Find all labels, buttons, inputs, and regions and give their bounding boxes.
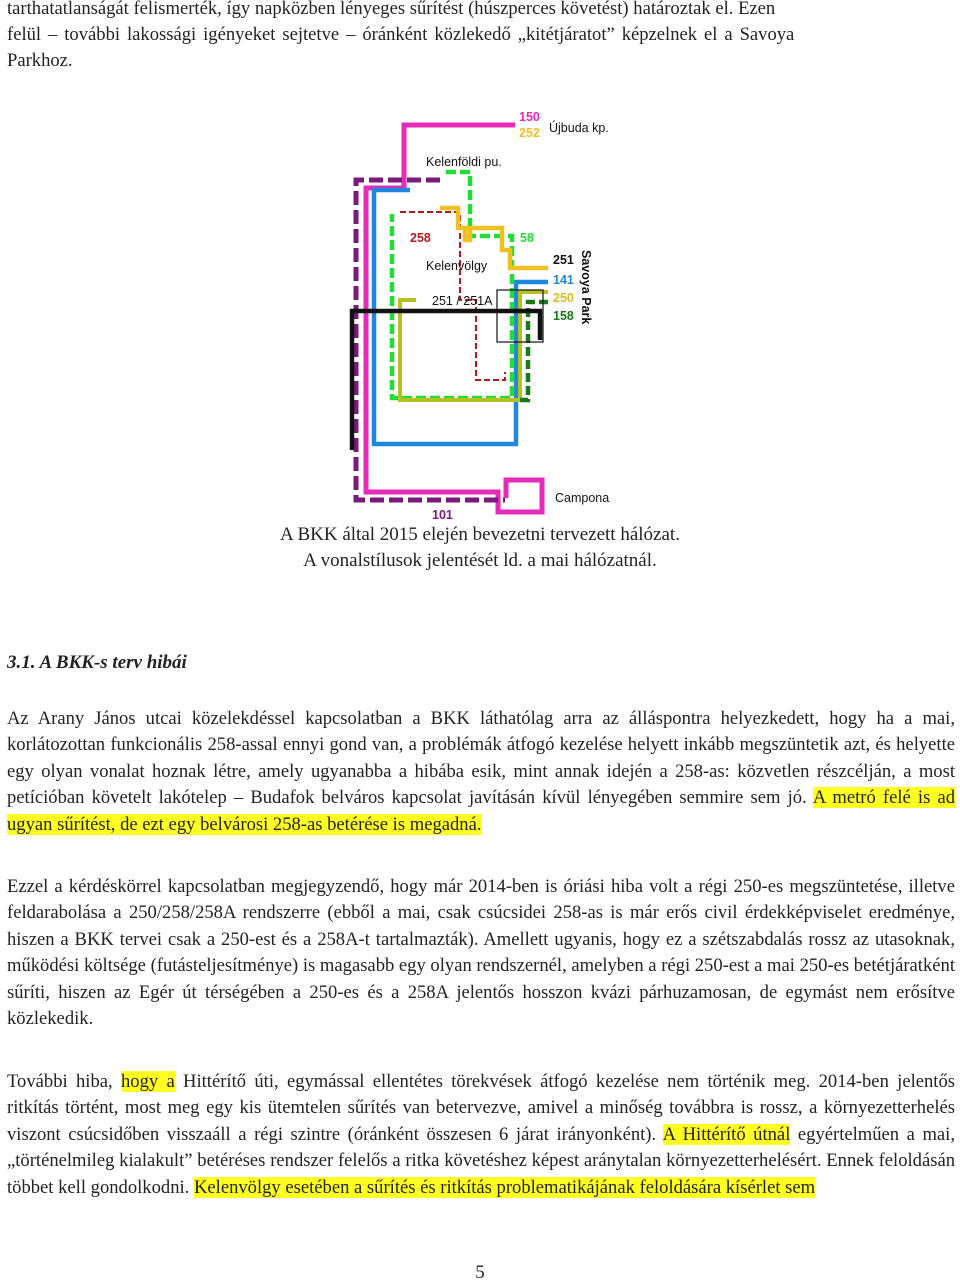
paragraph-3-highlight-2: A Hittérítő útnál xyxy=(662,1123,791,1145)
section-heading: 3.1. A BKK-s terv hibái xyxy=(7,652,187,673)
label-101: 101 xyxy=(432,508,453,522)
label-251: 251 xyxy=(553,253,574,267)
label-kelenvolgy: Kelenvölgy xyxy=(426,259,488,273)
label-141: 141 xyxy=(553,273,574,287)
paragraph-3-text-3: egyértelműen a mai, „történelmileg kialakult” betéréses rendszer felelős a ritka követéshez képest aránytalan környezetterhelésért. Ennek feloldásán többet kell gondolkodni. xyxy=(7,1123,955,1198)
label-252: 252 xyxy=(519,126,540,140)
paragraph-3 xyxy=(7,1069,955,1201)
paragraph-1-highlight: A metró felé is ad ugyan sűrítést, de ezt egy belvárosi 258-as betérése is megadná. xyxy=(7,787,955,835)
label-campona: Campona xyxy=(555,491,610,505)
network-map xyxy=(0,0,960,530)
label-158: 158 xyxy=(553,309,574,323)
label-251-251a: 251 / 251A xyxy=(432,294,493,308)
intro-line-3: Parkhoz. xyxy=(7,50,73,71)
route-darkgreen xyxy=(520,302,548,400)
label-savoya: Savoya Park xyxy=(579,250,593,325)
label-250: 250 xyxy=(553,291,574,305)
paragraph-3-text-1: További hiba, xyxy=(7,1071,121,1092)
paragraph-3-highlight-1: hogy a xyxy=(120,1071,175,1092)
label-150: 150 xyxy=(519,110,540,124)
label-kelenfoldi: Kelenföldi pu. xyxy=(426,155,502,169)
label-58: 58 xyxy=(520,231,534,245)
label-ujbuda: Újbuda kp. xyxy=(549,121,609,135)
figure-caption-line-2: A vonalstílusok jelentését ld. a mai hálózatnál. xyxy=(303,550,657,571)
label-258: 258 xyxy=(410,231,431,245)
paragraph-2: Ezzel a kérdéskörrel kapcsolatban megjegyzendő, hogy már 2014-ben is óriási hiba volt a régi 250-es megszüntetése, illetve feldarabolása a 250/258/258A rendszerre (ebből a mai, csak csúcsidei 258-as is már erős civil érdekképviselet eredménye, hiszen a BKK tervei csak a 250-est és a 258A-t tartalmazták). Amellett ugyanis, hogy ez a szétszabdalás rossz az utasoknak, működési költsége (futásteljesítménye) is magasabb egy olyan rendszernél, amelyben a régi 250-est a mai 250-es betétjáratként sűríti, hiszen az Egér út térségében a 250-es és a 258A jelentős hosszon kvázi párhuzamosan, de egymást nem erősítve közlekedik. xyxy=(7,876,955,1030)
intro-line-2: felül – további lakossági igényeket sejtetve – óránként közlekedő „kitétjáratot” képzelnek el a Savoya xyxy=(7,24,795,45)
intro-line-1: tarthatatlanságát felismerték, így napközben lényeges sűrítést (húszperces követést) határoztak el. Ezen xyxy=(7,0,776,19)
figure-caption-line-1: A BKK által 2015 elején bevezetni tervezett hálózat. xyxy=(280,524,680,545)
paragraph-1-text: Az Arany János utcai közelekdéssel kapcsolatban a BKK láthatólag arra az álláspontra helyezkedett, hogy ha a mai, korlátozottan funkcionális 258-assal ennyi gond van, a problémák átfogó kezelése helyett inkább megszüntetik azt, és helyette egy olyan vonalat hoznak létre, amely ugyanabba a hibába esik, mint annak idején a 258-as: közvetlen részcélján, a most petícióban követelt lakótelep – Budafok belváros kapcsolat javításán kívül lényegében semmire sem jó. xyxy=(7,708,955,809)
paragraph-3-highlight-3: Kelenvölgy esetében a sűrítés és ritkítás problematikájának feloldására kísérlet sem xyxy=(193,1176,816,1198)
paragraph-3-text-2: Hittérítő úti, egymással ellentétes törekvések átfogó kezelése nem történik meg. 2014-ben jelentős ritkítás történt, most meg egy kis ütemtelen sűrítés van betervezve, amivel a minőség továbbra is rossz, a környezetterhelés viszont csúcsidőben visszaáll a régi szintre (óránként összesen 6 járat irányonként). xyxy=(7,1071,956,1145)
paragraph-1 xyxy=(7,706,955,838)
page-number: 5 xyxy=(475,1262,485,1283)
